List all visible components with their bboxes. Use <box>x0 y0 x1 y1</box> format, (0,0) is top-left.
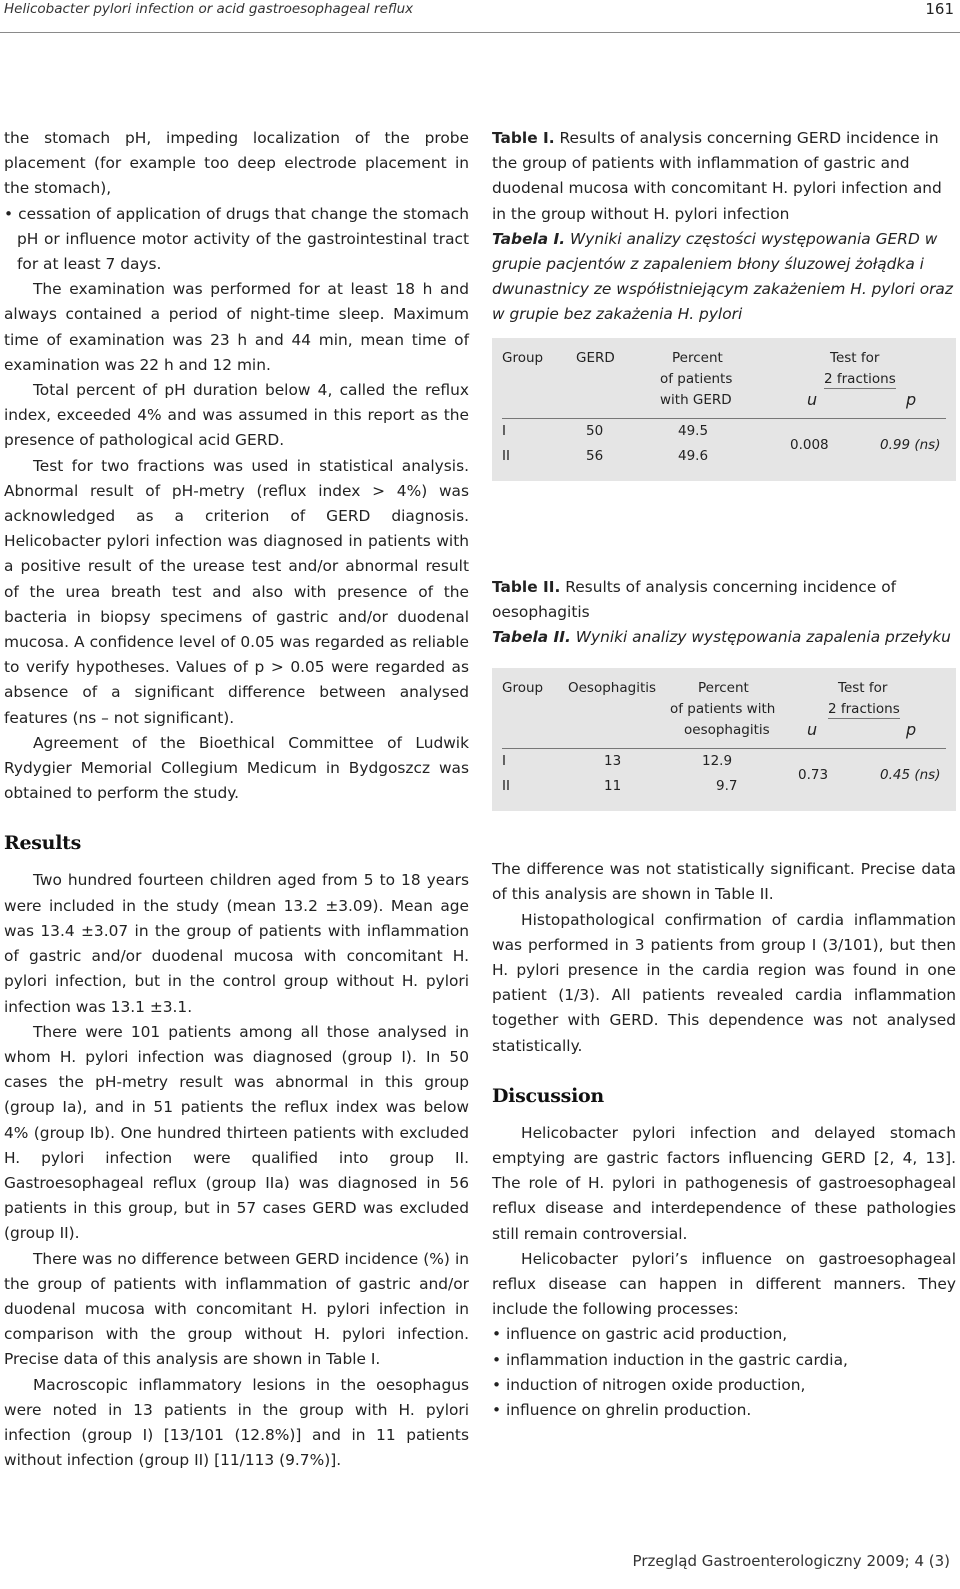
cell: 9.7 <box>716 778 738 795</box>
paragraph: There was no difference between GERD incidence (%) in the group of patients with inflammation of gastric and/or duodenal mucosa with concomitant H. pylori infection in comparison with the group without H. pylori infection. Precise data of this analysis are shown in Table I. <box>4 1249 469 1369</box>
process-list <box>492 1322 956 1423</box>
cell: II <box>502 447 510 464</box>
cell: 11 <box>604 778 622 795</box>
col-header-group: Group <box>502 349 544 366</box>
table-header <box>502 350 946 412</box>
col-header-test: 2 fractions <box>828 701 900 718</box>
page-number: 161 <box>925 0 954 18</box>
col-header-percent: Percent <box>672 349 723 366</box>
cell: 12.9 <box>702 753 733 770</box>
p-value: 0.99 (ns) <box>880 436 941 453</box>
table-2-caption-text: Results of analysis concerning incidence of oesophagitis <box>492 577 897 621</box>
page-header <box>0 0 960 33</box>
paragraph: Total percent of pH duration below 4, called the reflux index, exceeded 4% and was assumed in this report as the presence of pathological acid GERD. <box>4 381 469 450</box>
cell: I <box>502 753 506 770</box>
col-header-u: u <box>807 720 818 740</box>
table-2-label: Table II. <box>492 577 561 596</box>
paragraph: The difference was not statistically significant. Precise data of this analysis are shown in Table II. <box>492 860 956 904</box>
col-header-percent: oesophagitis <box>684 722 770 739</box>
results-heading: Results <box>4 832 81 855</box>
col-header-count: GERD <box>576 349 615 366</box>
left-column <box>4 126 469 1473</box>
col-header-test: Test for <box>830 349 880 366</box>
col-header-test: Test for <box>838 680 888 697</box>
paragraph: Helicobacter pylori infection and delayed stomach emptying are gastric factors influencing GERD [2, 4, 13]. The role of H. pylori in pathogenesis of gastroesophageal reflux disease and interdependence of these pathologies still remain controversial. <box>492 1123 956 1243</box>
list-item: • influence on gastric acid production, <box>492 1325 788 1344</box>
cell: 49.5 <box>678 422 709 439</box>
bullet-item: • cessation of application of drugs that change the stomach pH or influence motor activity of the gastrointestinal tract for at least 7 days. <box>4 204 469 274</box>
cell: 49.6 <box>678 447 709 464</box>
table-1 <box>492 338 956 481</box>
cell: II <box>502 778 510 795</box>
col-header-test: 2 fractions <box>824 370 896 387</box>
col-header-percent: of patients <box>660 370 733 387</box>
table-header <box>502 680 946 742</box>
journal-footer: Przegląd Gastroenterologiczny 2009; 4 (3) <box>632 1552 950 1570</box>
col-header-percent: Percent <box>698 680 749 697</box>
paragraph: Macroscopic inflammatory lesions in the oesophagus were noted in 13 patients in the group with H. pylori infection (group I) [13/101 (12.8%)] and in 11 patients without infection (group II) [11/113 (9.7%)]. <box>4 1375 469 1470</box>
paragraph: There were 101 patients among all those analysed in whom H. pylori infection was diagnosed (group I). In 50 cases the pH-metry result was abnormal in this group (group Ia), and in 51 patients the reflux index was below 4% (group Ib). One hundred thirteen patients with excluded H. pylori infection were qualified into group II. Gastroesophageal reflux (group IIa) was diagnosed in 56 patients in this group, but in 57 cases GERD was excluded (group II). <box>4 1022 469 1243</box>
col-header-u: u <box>807 389 818 409</box>
paragraph: The examination was performed for at least 18 h and always contained a period of night-time sleep. Maximum time of examination was 23 h and 44 min, mean time of examination was 22 h and 12 min. <box>4 280 469 374</box>
col-header-p: p <box>906 720 917 740</box>
list-item: • influence on ghrelin production. <box>492 1401 752 1420</box>
right-column <box>492 126 956 1423</box>
paragraph: Two hundred fourteen children aged from 5 to 18 years were included in the study (mean 13.2 ±3.09). Mean age was 13.4 ±3.07 in the group of patients with inflammation of gastric and/or duodenal mucosa with concomitant H. pylori infection, but in the control group without H. pylori infection was 13.1 ±3.1. <box>4 871 469 1016</box>
discussion-heading: Discussion <box>492 1084 604 1107</box>
table-1-caption <box>492 126 956 328</box>
list-item: • induction of nitrogen oxide production, <box>492 1375 806 1394</box>
list-item: • inflammation induction in the gastric cardia, <box>492 1350 848 1369</box>
col-header-percent: of patients with <box>670 701 776 718</box>
paragraph: Histopathological confirmation of cardia inflammation was performed in 3 patients from group I (3/101), but then H. pylori presence in the cardia region was found in one patient (1/3). All patients revealed cardia inflammation together with GERD. This dependence was not analysed statistically. <box>492 910 956 1055</box>
cell: I <box>502 422 506 439</box>
paragraph: Agreement of the Bioethical Committee of Ludwik Rydygier Memorial Collegium Medicum in Bydgoszcz was obtained to perform the study. <box>4 733 469 803</box>
table-1-label: Table I. <box>492 129 555 147</box>
u-value: 0.73 <box>798 767 829 784</box>
divider <box>502 748 946 749</box>
col-header-p: p <box>906 389 917 409</box>
table-2-label-pl: Tabela II. <box>492 628 571 647</box>
table-2-caption-pl: Wyniki analizy występowania zapalenia przełyku <box>575 628 951 647</box>
table-body <box>502 423 946 473</box>
table-body <box>502 753 946 803</box>
paragraph: Helicobacter pylori’s influence on gastroesophageal reflux disease can happen in different manners. They include the following processes: <box>492 1249 956 1319</box>
running-title: Helicobacter pylori infection or acid gastroesophageal reflux <box>4 1 414 17</box>
divider <box>502 418 946 419</box>
paragraph: the stomach pH, impeding localization of the probe placement (for example too deep electrode placement in the stomach), <box>4 129 469 198</box>
u-value: 0.008 <box>790 436 829 453</box>
col-header-percent: with GERD <box>660 391 732 408</box>
table-2 <box>492 668 956 811</box>
table-1-label-pl: Tabela I. <box>492 229 566 248</box>
table-1-caption-pl: Wyniki analizy częstości występowania GERD w grupie pacjentów z zapaleniem błony śluzowej żołądka i dwunastnicy ze współistniejącym zakażeniem H. pylori oraz w grupie bez zakażenia H. pylori <box>492 229 953 324</box>
p-value: 0.45 (ns) <box>880 767 941 784</box>
cell: 13 <box>604 753 622 770</box>
right-text <box>492 857 956 1423</box>
paragraph: Test for two fractions was used in statistical analysis. Abnormal result of pH-metry (reflux index > 4%) was acknowledged as a criterion of GERD diagnosis. Helicobacter pylori infection was diagnosed in patients with a positive result of the urease test and/or abnormal result of the urea breath test and also with presence of the bacteria in biopsy specimens of gastric and/or duodenal mucosa. A confidence level of 0.05 was regarded as reliable to verify hypotheses. Values of p > 0.05 were regarded as absence of a significant difference between analysed features (ns – not significant). <box>4 456 469 727</box>
cell: 56 <box>586 447 604 464</box>
table-2-caption <box>492 575 956 651</box>
table-1-caption-text: Results of analysis concerning GERD incidence in the group of patients with inflammation of gastric and duodenal mucosa with concomitant H. pylori infection and in the group without H. pylori infection <box>492 129 942 223</box>
col-header-group: Group <box>502 680 544 697</box>
cell: 50 <box>586 422 604 439</box>
col-header-count: Oesophagitis <box>568 680 657 697</box>
